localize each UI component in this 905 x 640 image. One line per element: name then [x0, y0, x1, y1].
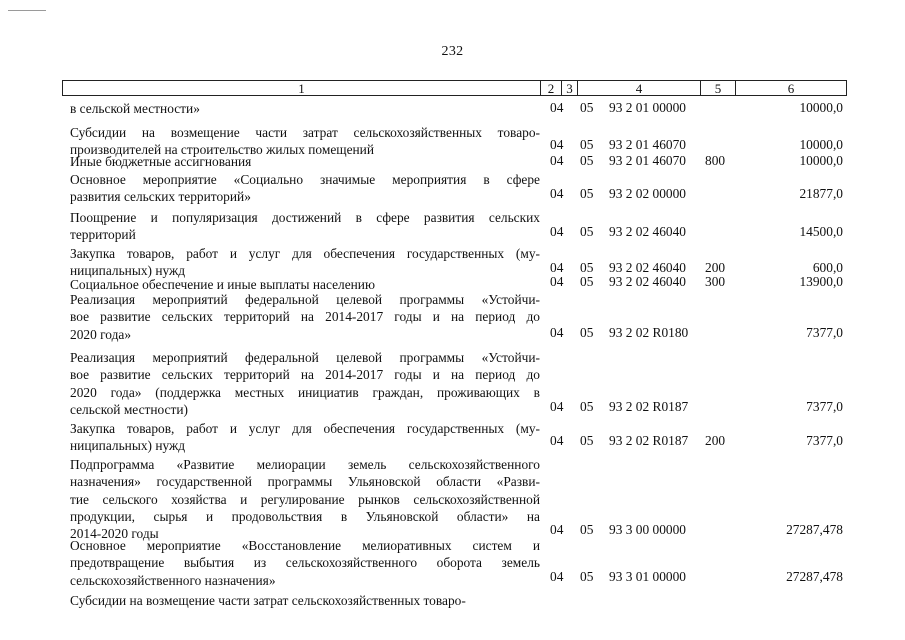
- description-line: 2020 года»: [70, 326, 132, 342]
- row-subsection: 05: [580, 399, 594, 414]
- header-col-2: 2: [541, 81, 562, 96]
- row-description: [70, 592, 540, 609]
- description-line: Поощрение и популяризация достижений в сфере развития сельских: [70, 210, 540, 225]
- row-section: 04: [550, 100, 564, 115]
- row-section: 04: [550, 260, 564, 275]
- row-amount: 600,0: [812, 260, 843, 275]
- row-amount: 7377,0: [806, 433, 843, 448]
- description-line: ниципальных) нужд: [70, 263, 186, 279]
- row-subsection: 05: [580, 224, 594, 239]
- description-line: вое развитие сельских территорий на 2014-2017 годы и на период до: [70, 367, 540, 383]
- top-rule: [8, 10, 46, 11]
- header-col-5: 5: [701, 81, 736, 96]
- row-description: [70, 209, 540, 244]
- row-description: [70, 537, 540, 589]
- row-amount: 21877,0: [799, 186, 843, 201]
- row-description: [70, 171, 540, 206]
- description-line: тие сельского хозяйства и регулирование рынков сельскохозяйственной: [70, 491, 540, 507]
- row-amount: 7377,0: [806, 325, 843, 340]
- row-description: [70, 349, 540, 418]
- row-target-code: 93 2 02 R0187: [609, 399, 689, 414]
- row-subsection: 05: [580, 569, 594, 584]
- row-subsection: 05: [580, 274, 594, 289]
- page-number: 232: [441, 44, 464, 59]
- description-line: Иные бюджетные ассигнования: [70, 154, 252, 169]
- row-description: [70, 456, 540, 542]
- description-line: Закупка товаров, работ и услуг для обеспечения государственных (му-: [70, 421, 540, 436]
- row-expense-type: 200: [705, 433, 726, 448]
- row-expense-type: 300: [705, 274, 726, 289]
- description-line: Подпрограмма «Развитие мелиорации земель сельскохозяйственного: [70, 457, 540, 472]
- row-expense-type: 800: [705, 153, 726, 168]
- row-amount: 14500,0: [799, 224, 843, 239]
- row-subsection: 05: [580, 100, 594, 115]
- row-target-code: 93 2 01 00000: [609, 100, 686, 115]
- row-target-code: 93 3 01 00000: [609, 569, 686, 584]
- row-amount: 7377,0: [806, 399, 843, 414]
- row-amount: 10000,0: [799, 137, 843, 152]
- description-line: 2020 года» (поддержка местных инициатив граждан, проживающих в: [70, 384, 540, 400]
- row-section: 04: [550, 274, 564, 289]
- description-line: вое развитие сельских территорий на 2014-2017 годы и на период до: [70, 309, 540, 325]
- row-target-code: 93 2 01 46070: [609, 137, 686, 152]
- row-subsection: 05: [580, 153, 594, 168]
- row-section: 04: [550, 153, 564, 168]
- row-subsection: 05: [580, 522, 594, 537]
- row-section: 04: [550, 224, 564, 239]
- description-line: Основное мероприятие «Социально значимые мероприятия в сфере: [70, 172, 540, 187]
- description-line: Реализация мероприятий федеральной целевой программы «Устойчи-: [70, 292, 540, 307]
- row-subsection: 05: [580, 186, 594, 201]
- row-target-code: 93 2 02 46040: [609, 260, 686, 275]
- description-line: Основное мероприятие «Восстановление мелиоративных систем и: [70, 538, 540, 553]
- row-target-code: 93 2 02 R0180: [609, 325, 689, 340]
- row-section: 04: [550, 137, 564, 152]
- row-section: 04: [550, 569, 564, 584]
- description-line: в сельской местности»: [70, 101, 200, 116]
- row-section: 04: [550, 186, 564, 201]
- row-section: 04: [550, 522, 564, 537]
- row-description: [70, 245, 540, 280]
- description-line: Субсидии на возмещение части затрат сельскохозяйственных товаро-: [70, 593, 466, 608]
- description-line: продукции, сырья и продовольствия в Ульяновской области» на: [70, 508, 540, 524]
- row-section: 04: [550, 325, 564, 340]
- description-line: развития сельских территорий»: [70, 189, 251, 205]
- description-line: Закупка товаров, работ и услуг для обеспечения государственных (му-: [70, 246, 540, 261]
- row-subsection: 05: [580, 137, 594, 152]
- row-target-code: 93 2 02 46040: [609, 224, 686, 239]
- description-line: назначения» государственной программы Ульяновской области «Разви-: [70, 474, 540, 490]
- header-col-1: 1: [63, 81, 541, 96]
- row-target-code: 93 2 02 R0187: [609, 433, 689, 448]
- description-line: 2014-2020 годы: [70, 526, 159, 542]
- row-amount: 13900,0: [799, 274, 843, 289]
- table-header: [62, 80, 847, 96]
- row-subsection: 05: [580, 260, 594, 275]
- description-line: сельской местности): [70, 401, 188, 417]
- description-line: производителей на строительство жилых помещений: [70, 142, 375, 158]
- row-description: [70, 420, 540, 455]
- header-col-6: 6: [787, 81, 795, 96]
- row-subsection: 05: [580, 325, 594, 340]
- description-line: Субсидии на возмещение части затрат сельскохозяйственных товаро-: [70, 125, 540, 140]
- row-amount: 27287,478: [786, 522, 843, 537]
- description-line: сельскохозяйственного назначения»: [70, 572, 276, 588]
- row-description: [70, 291, 540, 343]
- description-line: Социальное обеспечение и иные выплаты населению: [70, 277, 375, 292]
- row-target-code: 93 3 00 00000: [609, 522, 686, 537]
- description-line: предотвращение выбытия из сельскохозяйственного оборота земель: [70, 555, 540, 571]
- row-target-code: 93 2 01 46070: [609, 153, 686, 168]
- row-amount: 10000,0: [799, 100, 843, 115]
- row-section: 04: [550, 433, 564, 448]
- row-section: 04: [550, 399, 564, 414]
- row-target-code: 93 2 02 46040: [609, 274, 686, 289]
- description-line: территорий: [70, 227, 136, 243]
- description-line: ниципальных) нужд: [70, 438, 186, 454]
- row-description: [70, 100, 540, 117]
- header-col-3: 3: [562, 81, 578, 96]
- header-col-4: 4: [578, 81, 701, 96]
- row-amount: 27287,478: [786, 569, 843, 584]
- row-subsection: 05: [580, 433, 594, 448]
- row-description: [70, 153, 540, 170]
- row-amount: 10000,0: [799, 153, 843, 168]
- row-target-code: 93 2 02 00000: [609, 186, 686, 201]
- row-expense-type: 200: [705, 260, 726, 275]
- description-line: Реализация мероприятий федеральной целевой программы «Устойчи-: [70, 350, 540, 365]
